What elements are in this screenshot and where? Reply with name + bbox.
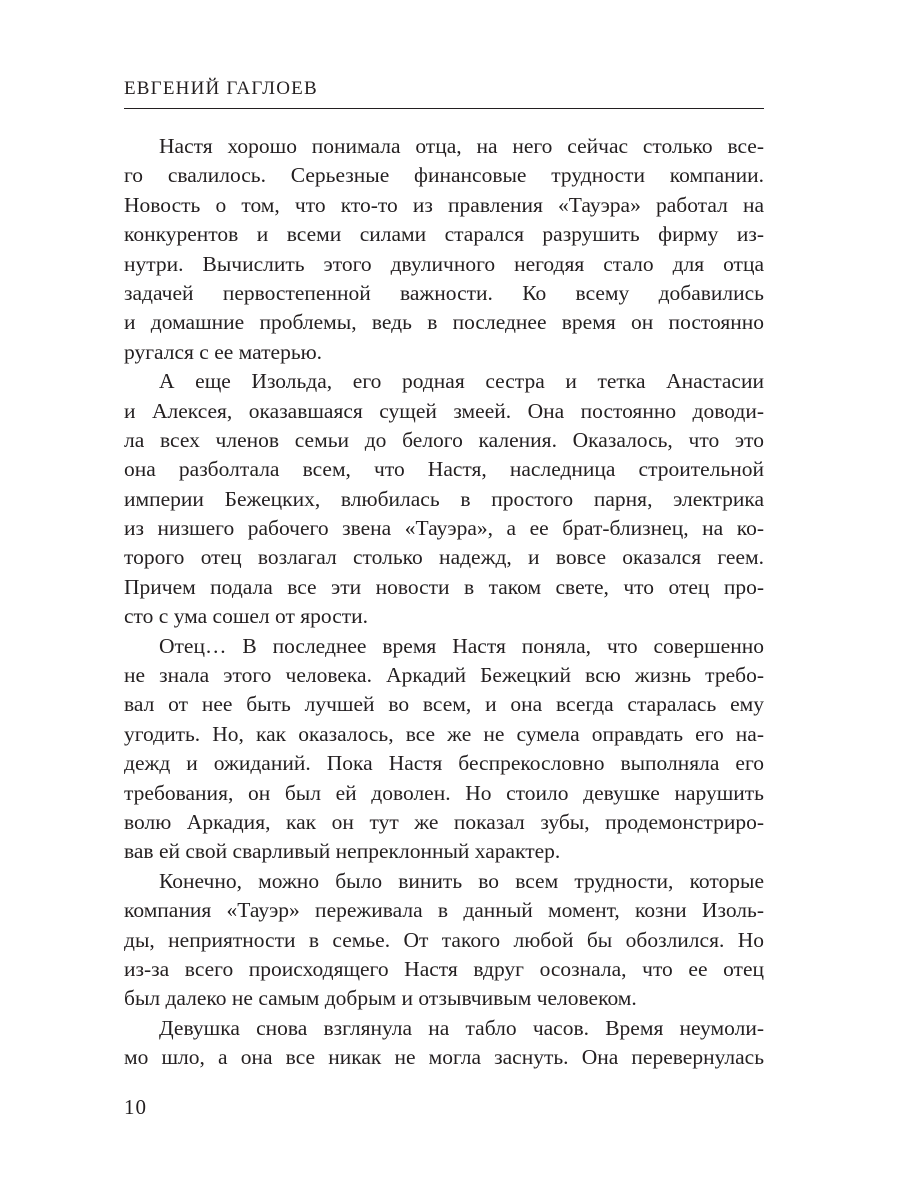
text-line: конкурентов и всеми силами старался разрушить фирму из- (124, 222, 764, 247)
text-line: сто с ума сошел от ярости. (124, 604, 369, 629)
running-head-author: ЕВГЕНИЙ ГАГЛОЕВ (124, 78, 318, 99)
header-rule (124, 108, 764, 109)
body-text (124, 132, 764, 1073)
text-line: из-за всего происходящего Настя вдруг осознала, что ее отец (124, 956, 764, 981)
text-line: ла всех членов семьи до белого каления. Оказалось, что это (124, 427, 764, 452)
text-line: Новость о том, что кто-то из правления «Тауэра» работал на (124, 192, 764, 217)
paragraph-first-line: Настя хорошо понимала отца, на него сейчас столько все- (159, 134, 764, 158)
paragraph-first-line: А еще Изольда, его родная сестра и тетка Анастасии (159, 369, 764, 394)
text-line: торого отец возлагал столько надежд, и вовсе оказался геем. (124, 545, 764, 570)
paragraph-first-line: Отец… В последнее время Настя поняла, что совершенно (159, 633, 764, 658)
page-number: 10 (124, 1095, 147, 1119)
text-line: го свалилось. Серьезные финансовые трудности компании. (124, 163, 764, 188)
text-line: Причем подала все эти новости в таком свете, что отец про- (124, 574, 764, 599)
text-line: угодить. Но, как оказалось, все же не сумела оправдать его на- (124, 721, 764, 746)
text-line: дежд и ожиданий. Пока Настя беспрекословно выполняла его (124, 751, 764, 776)
text-line: мо шло, а она все никак не могла заснуть. Она перевернулась (124, 1045, 764, 1070)
text-line: нутри. Вычислить этого двуличного негодяя стало для отца (124, 251, 764, 276)
text-line: из низшего рабочего звена «Тауэра», а ее брат-близнец, на ко- (124, 516, 764, 541)
text-line: волю Аркадия, как он тут же показал зубы, продемонстриро- (124, 809, 764, 834)
text-line: и Алексея, оказавшаяся сущей змеей. Она постоянно доводи- (124, 398, 764, 423)
paragraph-first-line: Конечно, можно было винить во всем трудности, которые (159, 868, 764, 893)
text-line: требования, он был ей доволен. Но стоило девушке нарушить (124, 780, 764, 805)
text-line: не знала этого человека. Аркадий Бежецкий всю жизнь требо- (124, 663, 764, 688)
text-line: она разболтала всем, что Настя, наследница строительной (124, 457, 764, 482)
text-line: ды, неприятности в семье. От такого любой бы обозлился. Но (124, 927, 764, 952)
text-line: вал от нее быть лучшей во всем, и она всегда старалась ему (124, 692, 764, 717)
text-line: ругался с ее матерью. (124, 339, 323, 364)
text-line: компания «Тауэр» переживала в данный момент, козни Изоль- (124, 898, 764, 923)
text-line: задачей первостепенной важности. Ко всему добавились (124, 280, 764, 305)
paragraph-first-line: Девушка снова взглянула на табло часов. Время неумоли- (159, 1015, 764, 1040)
text-line: вав ей свой сварливый непреклонный характер. (124, 839, 561, 864)
text-line: империи Бежецких, влюбилась в простого парня, электрика (124, 486, 764, 511)
text-line: и домашние проблемы, ведь в последнее время он постоянно (124, 310, 764, 335)
text-line: был далеко не самым добрым и отзывчивым человеком. (124, 986, 637, 1011)
